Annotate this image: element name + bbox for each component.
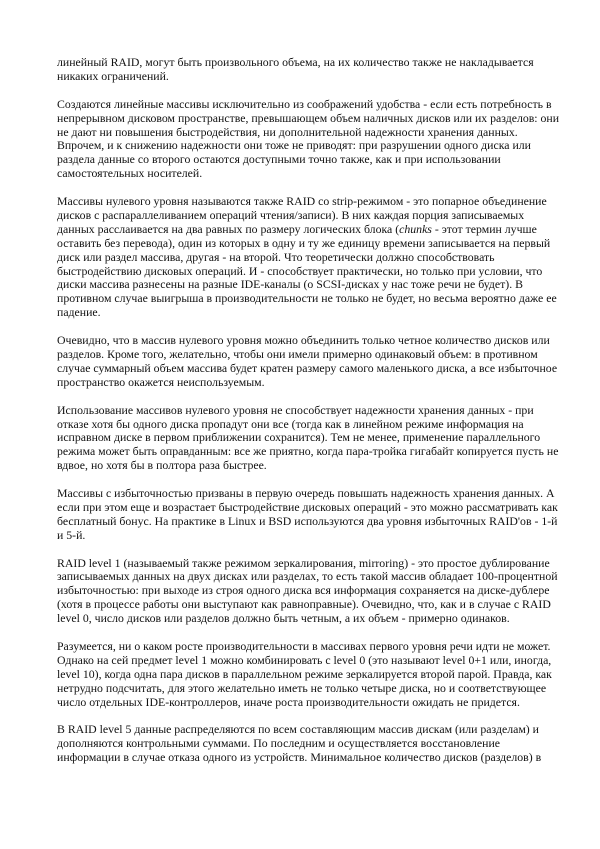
paragraph-text: Создаются линейные массивы исключительно из соображений удобства - если есть потребность в непрерывном дисковом пространстве, превышающем объем наличных дисков или их разделов: они не дают ни повышения быстродействия, ни дополнительной надежности хранения данных. Впрочем, и к снижению надежности они тоже не приводят: при разрушении одного диска или раздела данные со второго остаются доступными точно также, как и при использовании самостоятельных носителей. (57, 96, 560, 181)
paragraph-2 (57, 98, 561, 181)
paragraph-text: Массивы с избыточностью призваны в первую очередь повышать надежность хранения данных. А если при этом еще и возрастает быстродействие дисковых операций - это можно рассматривать как бесплатный бонус. На практике в Linux и BSD используются два уровня избыточных RAID'ов - 1-й и 5-й. (57, 486, 558, 542)
paragraph-4 (57, 334, 561, 390)
paragraph-8 (57, 640, 561, 710)
paragraph-text: Разумеется, ни о каком росте производительности в массивах первого уровня речи идти не может. Однако на сей предмет level 1 можно комбинировать с level 0 (это называют level 0+1 или, иногда, level 10), когда одна пара дисков в параллельном режиме зеркалируется второй парой. Правда, как нетрудно подсчитать, для этого желательно иметь не только четыре диска, но и соответствующее число отдельных IDE-контроллеров, иначе роста производительности ожидать не придется. (57, 638, 552, 709)
paragraph-9 (57, 723, 561, 765)
paragraph-text: линейный RAID, могут быть произвольного объема, на их количество также не накладывается никаких ограничений. (57, 55, 534, 83)
paragraph-7 (57, 557, 561, 627)
paragraph-text: Использование массивов нулевого уровня не способствует надежности хранения данных - при отказе хотя бы одного диска пропадут они все (тогда как в линейном режиме информация на исправном диске в первом приближении сохранится). Тем не менее, применение параллельного режима может быть оправданным: все же приятно, когда пара-тройка гигабайт копируется пусть не вдвое, но хотя бы в полтора раза быстрее. (57, 402, 559, 473)
paragraph-text: RAID level 1 (называемый также режимом зеркалирования, mirroring) - это простое дублирование записываемых данных на двух дисках или разделах, то есть такой массив обладает 100-процентной избыточностью: при выходе из строя одного диска вся информация сохраняется на диске-дублере (хотя в процессе работы они выступают как равноправные). Очевидно, что, как и в случае с RAID level 0, число дисков или разделов должно быть четным, а их объем - примерно одинаков. (57, 555, 558, 626)
paragraph-text: Очевидно, что в массив нулевого уровня можно объединить только четное количество дисков или разделов. Кроме того, желательно, чтобы они имели примерно одинаковый объем: в противном случае суммарный объем массива будет кратен размеру самого маленького диска, а все избыточное пространство окажется неиспользуемым. (57, 333, 558, 389)
paragraph-6 (57, 487, 561, 543)
italic-term-chunks: chunks (399, 221, 432, 236)
paragraph-text: В RAID level 5 данные распределяются по всем составляющим массив дискам (или разделам) и дополняются контрольными суммами. По последним и осуществляется восстановление информации в случае отказа одного из устройств. Минимальное количество дисков (разделов) в (57, 722, 542, 765)
paragraph-text: - этот термин лучше оставить без перевода), один из которых в одну и ту же единицу времени записывается на первый диск или раздел массива, другая - на второй. Что теоретически должно способствовать быстродействию дисковых операций. И - способствует практически, но только при условии, что диски массива разнесены на разные IDE-каналы (о SCSI-дисках у нас тоже речи не будет). В противном случае выигрыша в производительности не только не будет, но весьма вероятно даже ее падение. (57, 221, 557, 320)
document-page (57, 56, 561, 779)
paragraph-1 (57, 56, 561, 84)
paragraph-3 (57, 195, 561, 320)
paragraph-text: Массивы нулевого уровня называются также RAID со strip-режимом - это попарное объединение дисков с распараллеливанием операций чтения/записи). В них каждая порция записываемых данных расслаивается на два равных по размеру логических блока ( (57, 194, 547, 236)
paragraph-5 (57, 404, 561, 474)
